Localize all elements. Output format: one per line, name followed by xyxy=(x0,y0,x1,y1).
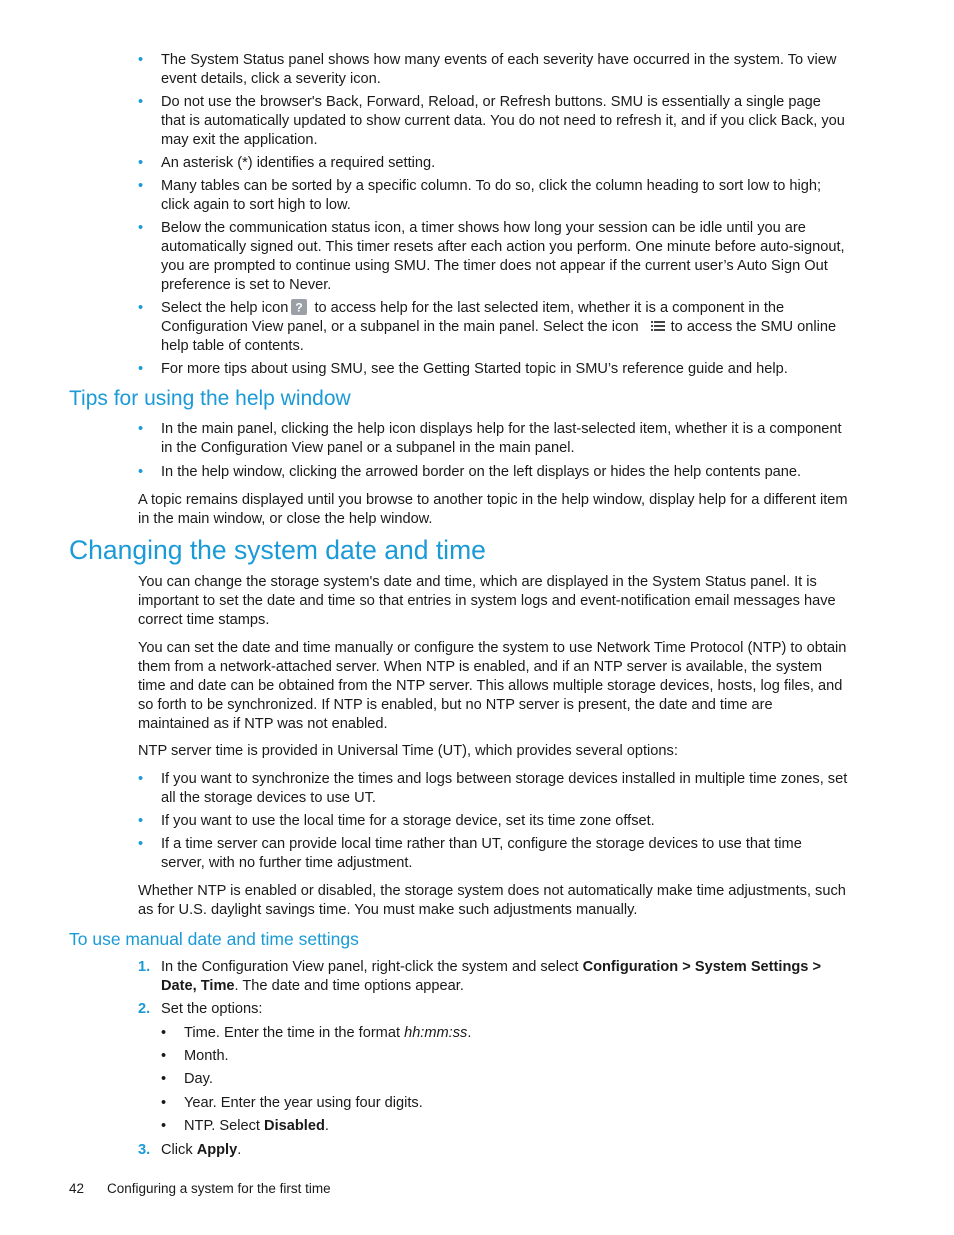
step-text: Set the options: xyxy=(161,1001,263,1017)
step-text xyxy=(161,1141,848,1160)
step-3 xyxy=(138,1141,848,1160)
apply-label: Apply xyxy=(196,1142,238,1158)
list-item xyxy=(138,812,848,831)
list-item-text: If you want to use the local time for a storage device, set its time zone offset. xyxy=(161,813,655,829)
list-item xyxy=(138,299,848,356)
list-item-text: Many tables can be sorted by a specific column. To do so, click the column heading to sort low to high; click again to sort high to low. xyxy=(161,178,822,213)
list-item xyxy=(138,835,848,873)
option-item xyxy=(161,1047,841,1066)
chapter-title: Configuring a system for the first time xyxy=(107,1181,331,1196)
step-number: 3. xyxy=(138,1142,151,1158)
option-text: Day. xyxy=(184,1071,213,1087)
bullet-marker: • xyxy=(138,155,144,171)
list-item xyxy=(138,770,848,808)
step-number: 2. xyxy=(138,1001,151,1017)
step3-text-c: . xyxy=(237,1142,242,1158)
step-2 xyxy=(138,1000,848,1019)
page-footer xyxy=(69,1180,331,1198)
bullet-marker: • xyxy=(138,300,144,316)
bullet-marker: • xyxy=(138,178,144,194)
option-text xyxy=(184,1117,841,1136)
step3-text-a: Click xyxy=(161,1142,193,1158)
option-item xyxy=(161,1094,841,1113)
bullet-marker: • xyxy=(161,1071,167,1087)
menu-path: Configuration > System Settings > Date, Time xyxy=(161,959,821,994)
step1-text-c: . The date and time options appear. xyxy=(234,978,464,994)
bullet-marker: • xyxy=(161,1048,167,1064)
list-item-text: Do not use the browser's Back, Forward, Reload, or Refresh buttons. SMU is essentially a single page that is automatically updated to show current data. You do not need to refresh it, and if you click Back, you may exit the application. xyxy=(161,94,845,148)
svg-text:?: ? xyxy=(295,300,304,315)
list-item xyxy=(138,93,848,150)
list-item-text: For more tips about using SMU, see the Getting Started topic in SMU’s reference guide and help. xyxy=(161,361,788,377)
opt-time-a: Time. Enter the time in the format xyxy=(184,1025,401,1041)
list-icon xyxy=(651,320,665,333)
opt-ntp-c: . xyxy=(324,1118,329,1134)
option-text: Year. Enter the year using four digits. xyxy=(184,1095,423,1111)
list-item-text: If you want to synchronize the times and logs between storage devices installed in multiple time zones, set all the storage devices to use UT. xyxy=(161,771,848,806)
bullet-marker: • xyxy=(138,52,144,68)
paragraph: You can set the date and time manually or configure the system to use Network Time Protocol (NTP) to obtain them from a network-attached server. When NTP is enabled, and if an NTP server is available, the system time and date can be obtained from the NTP server. This allows multiple storage devices, hosts, log files, and so forth to be synchronized. If NTP is enabled, but no NTP server is present, the date and time are maintained as if NTP was not enabled. xyxy=(138,640,847,732)
paragraph: NTP server time is provided in Universal Time (UT), which provides several options: xyxy=(138,743,678,759)
list-item xyxy=(138,219,848,295)
bullet-marker: • xyxy=(138,813,144,829)
bullet-marker: • xyxy=(138,361,144,377)
step-number: 1. xyxy=(138,959,151,975)
bullet-marker: • xyxy=(161,1025,167,1041)
list-item xyxy=(138,463,848,482)
list-item xyxy=(138,360,848,379)
step1-text-a: In the Configuration View panel, right-click the system and select xyxy=(161,959,579,975)
bullet-marker: • xyxy=(138,836,144,852)
section-heading-date-time: Changing the system date and time xyxy=(69,535,486,565)
list-item xyxy=(138,177,848,215)
list-item-text: Below the communication status icon, a timer shows how long your session can be idle until you are automatically signed out. This timer resets after each action you perform. One minute before auto-signout, you are prompted to continue using SMU. The timer does not appear if the current user’s Auto Sign Out preference is set to Never. xyxy=(161,220,845,293)
option-item xyxy=(161,1024,841,1043)
option-item xyxy=(161,1070,841,1089)
list-item-text: If a time server can provide local time rather than UT, configure the storage devices to use that time server, with no further time adjustment. xyxy=(161,836,802,871)
bullet-marker: • xyxy=(138,771,144,787)
opt-time-c: . xyxy=(467,1025,472,1041)
bullet-marker: • xyxy=(138,464,144,480)
list-item-text: In the main panel, clicking the help icon displays help for the last-selected item, whether it is a component in the Configuration View panel or a subpanel in the main panel. xyxy=(161,421,842,456)
bullet-marker: • xyxy=(161,1095,167,1111)
paragraph: You can change the storage system's date and time, which are displayed in the System Status panel. It is important to set the date and time so that entries in system logs and event-notification email messages have correct time stamps. xyxy=(138,574,836,628)
page-number: 42 xyxy=(69,1181,85,1196)
list-item-text xyxy=(161,299,848,356)
section-heading-help-tips: Tips for using the help window xyxy=(69,387,351,410)
bullet-marker: • xyxy=(138,94,144,110)
list-item xyxy=(138,51,848,89)
procedure-heading: To use manual date and time settings xyxy=(69,929,359,949)
ntp-value: Disabled xyxy=(264,1118,325,1134)
help-text-part1: Select the help icon xyxy=(161,300,289,316)
opt-ntp-a: NTP. Select xyxy=(184,1118,260,1134)
list-item xyxy=(138,420,848,458)
paragraph: A topic remains displayed until you browse to another topic in the help window, display help for a different item in the main window, or close the help window. xyxy=(138,492,848,527)
bullet-marker: • xyxy=(161,1118,167,1134)
option-text: Month. xyxy=(184,1048,229,1064)
help-text-part2: to access help for the last selected item, whether it is a component in the Configuration View panel, or a subpanel in the main panel. Select the icon xyxy=(161,300,785,335)
list-item-text: An asterisk (*) identifies a required setting. xyxy=(161,155,436,171)
bullet-marker: • xyxy=(138,421,144,437)
time-format: hh:mm:ss xyxy=(404,1025,468,1041)
help-text-part3: to access the SMU online help table of contents. xyxy=(161,319,837,354)
list-item xyxy=(138,154,848,173)
step-text xyxy=(161,958,848,996)
bullet-marker: • xyxy=(138,220,144,236)
option-item xyxy=(161,1117,841,1136)
list-item-text: In the help window, clicking the arrowed border on the left displays or hides the help contents pane. xyxy=(161,464,802,480)
paragraph: Whether NTP is enabled or disabled, the storage system does not automatically make time adjustments, such as for U.S. daylight savings time. You must make such adjustments manually. xyxy=(138,883,846,918)
help-icon xyxy=(291,299,307,315)
step-1 xyxy=(138,958,848,996)
option-text xyxy=(184,1024,841,1043)
list-item-text: The System Status panel shows how many events of each severity have occurred in the system. To view event details, click a severity icon. xyxy=(161,52,837,87)
